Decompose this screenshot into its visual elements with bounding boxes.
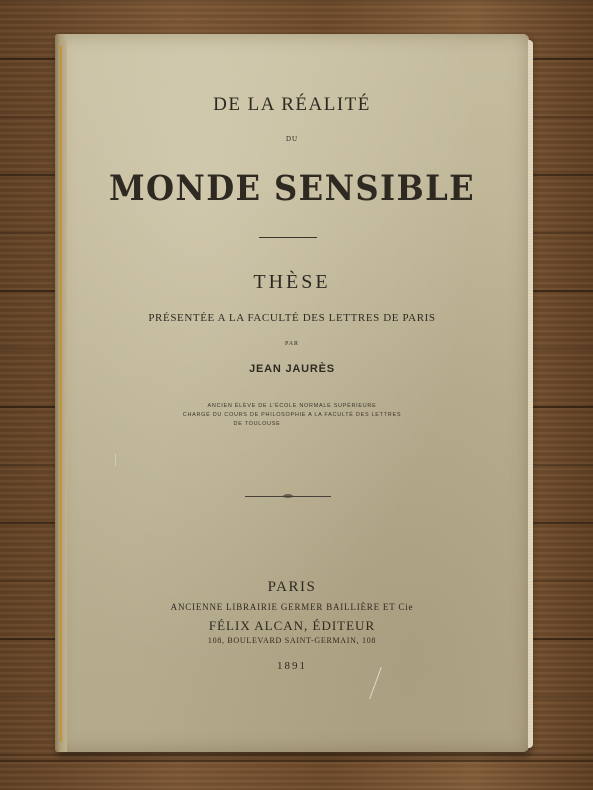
publisher-line-2: FÉLIX ALCAN, ÉDITEUR [208,618,376,633]
book-cover [55,34,529,752]
title-line-2: DU [285,135,299,143]
author-info-1: ANCIEN ÉLÈVE DE L'ÉCOLE NORMALE SUPÉRIEURE [207,403,377,409]
divider-ornament [283,494,293,498]
presented-line: PRÉSENTÉE A LA FACULTÉ DES LETTRES DE PARIS [148,312,436,324]
publication-year: 1891 [277,660,307,672]
city: PARIS [267,579,317,595]
author-name: JEAN JAURÈS [249,363,335,375]
publisher-line-1: ANCIENNE LIBRAIRIE GERMER BAILLIÈRE ET Cie [170,602,414,612]
cover-scratch [115,454,116,466]
publisher-address: 108, BOULEVARD SAINT-GERMAIN, 108 [207,636,377,645]
author-info-3: DE TOULOUSE [233,421,281,427]
author-info-2: CHARGÉ DU COURS DE PHILOSOPHIE A LA FACULTÉ DES LETTRES [182,412,402,418]
by-line: PAR [284,341,300,347]
title-line-1: DE LA RÉALITÉ [213,94,371,115]
subtitle: THÈSE [253,271,331,293]
ornamental-rule [259,237,317,238]
plank-seam [0,760,593,762]
main-title: MONDE SENSIBLE [108,168,476,209]
